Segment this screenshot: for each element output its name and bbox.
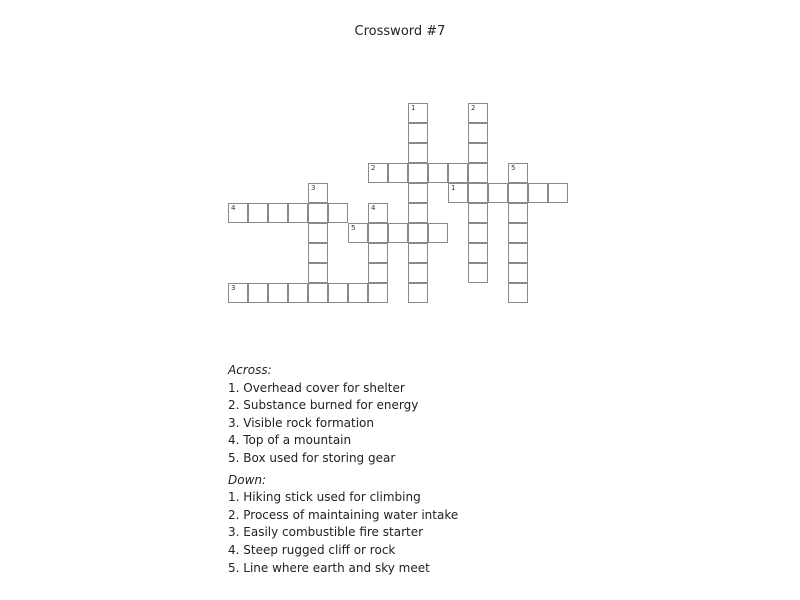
grid-cell[interactable] <box>348 283 368 303</box>
down-clue-3: 3. Easily combustible fire starter <box>228 525 424 540</box>
grid-cell[interactable] <box>228 203 248 223</box>
grid-cell[interactable] <box>328 203 348 223</box>
across-heading: Across: <box>228 363 272 377</box>
grid-cell[interactable] <box>288 283 308 303</box>
grid-cell[interactable] <box>548 183 568 203</box>
grid-cell[interactable] <box>228 283 248 303</box>
grid-cell[interactable] <box>408 263 428 283</box>
grid-cell[interactable] <box>248 203 268 223</box>
puzzle-title: Crossword #7 <box>354 24 446 39</box>
grid-cell[interactable] <box>468 243 488 263</box>
grid-cell[interactable] <box>508 163 528 183</box>
grid-cell[interactable] <box>308 183 328 203</box>
grid-cell[interactable] <box>508 203 528 223</box>
grid-cell[interactable] <box>468 143 488 163</box>
cell-number: 2 <box>371 164 376 172</box>
grid-cell[interactable] <box>268 283 288 303</box>
down-clue-1: 1. Hiking stick used for climbing <box>228 490 421 505</box>
down-clue-4: 4. Steep rugged cliff or rock <box>228 542 396 557</box>
grid-cell[interactable] <box>508 223 528 243</box>
across-clue-2: 2. Substance burned for energy <box>228 398 419 413</box>
grid-cell[interactable] <box>408 203 428 223</box>
grid-cell[interactable] <box>308 203 328 223</box>
grid-cell[interactable] <box>488 183 508 203</box>
down-clue-5: 5. Line where earth and sky meet <box>228 560 430 575</box>
grid-cell[interactable] <box>408 243 428 263</box>
grid-cell[interactable] <box>408 183 428 203</box>
cell-number: 1 <box>451 184 456 192</box>
grid-cell[interactable] <box>288 203 308 223</box>
grid-cell[interactable] <box>408 223 428 243</box>
grid-cell[interactable] <box>448 183 468 203</box>
grid-cell[interactable] <box>248 283 268 303</box>
grid-cell[interactable] <box>508 283 528 303</box>
grid-cell[interactable] <box>468 103 488 123</box>
cell-number: 5 <box>351 224 356 232</box>
clue-list <box>228 362 588 577</box>
grid-cell[interactable] <box>308 263 328 283</box>
grid-cell[interactable] <box>368 223 388 243</box>
grid-cell[interactable] <box>408 123 428 143</box>
cell-number: 2 <box>471 104 476 112</box>
grid-cell[interactable] <box>368 163 388 183</box>
grid-cell[interactable] <box>388 223 408 243</box>
grid-cell[interactable] <box>368 283 388 303</box>
grid-cell[interactable] <box>368 203 388 223</box>
grid-cell[interactable] <box>468 263 488 283</box>
grid-cell[interactable] <box>308 243 328 263</box>
across-clue-3: 3. Visible rock formation <box>228 415 374 430</box>
across-clue-4: 4. Top of a mountain <box>228 433 352 448</box>
cell-number: 5 <box>511 164 516 172</box>
grid-cell[interactable] <box>268 203 288 223</box>
cell-number: 3 <box>311 184 316 192</box>
grid-cell[interactable] <box>308 223 328 243</box>
grid-cell[interactable] <box>368 243 388 263</box>
grid-cell[interactable] <box>408 143 428 163</box>
grid-cell[interactable] <box>508 243 528 263</box>
grid-cell[interactable] <box>508 183 528 203</box>
across-clue-5: 5. Box used for storing gear <box>228 450 396 465</box>
grid-cell[interactable] <box>408 283 428 303</box>
cell-number: 1 <box>411 104 416 112</box>
grid-cell[interactable] <box>468 223 488 243</box>
grid-cell[interactable] <box>468 163 488 183</box>
grid-cell[interactable] <box>408 103 428 123</box>
grid-cell[interactable] <box>528 183 548 203</box>
grid-cell[interactable] <box>388 163 408 183</box>
across-clue-1: 1. Overhead cover for shelter <box>228 380 405 395</box>
grid-cell[interactable] <box>368 263 388 283</box>
grid-cell[interactable] <box>428 223 448 243</box>
grid-cell[interactable] <box>348 223 368 243</box>
cell-number: 3 <box>231 284 236 292</box>
cell-number: 4 <box>231 204 236 212</box>
grid-cell[interactable] <box>468 203 488 223</box>
grid-cell[interactable] <box>468 183 488 203</box>
grid-cell[interactable] <box>428 163 448 183</box>
grid-cell[interactable] <box>328 283 348 303</box>
cell-number: 4 <box>371 204 376 212</box>
grid-cell[interactable] <box>308 283 328 303</box>
grid-cell[interactable] <box>508 263 528 283</box>
grid-cell[interactable] <box>468 123 488 143</box>
down-clue-2: 2. Process of maintaining water intake <box>228 507 459 522</box>
grid-cell[interactable] <box>408 163 428 183</box>
grid-cell[interactable] <box>448 163 468 183</box>
down-heading: Down: <box>228 472 267 487</box>
